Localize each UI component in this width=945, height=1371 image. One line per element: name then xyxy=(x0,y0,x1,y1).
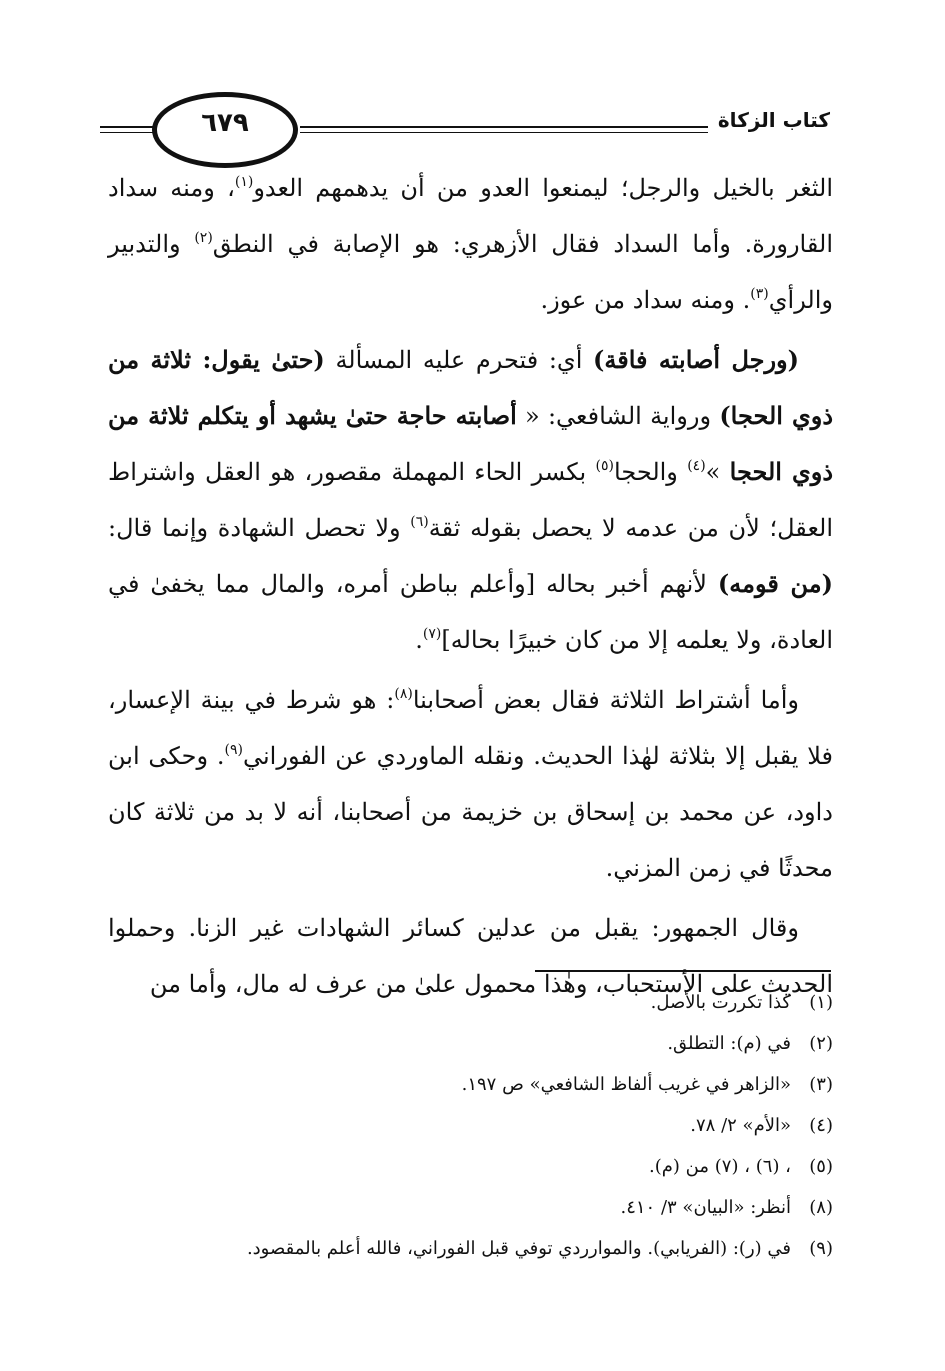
text-run: ، ومنه سداد القارورة. وأما السداد فقال الأزهري: هو الإصابة في النطق xyxy=(108,174,833,258)
text-run: . وحكى ابن داود، عن محمد بن إسحاق بن خزيمة من أصحابنا، أنه لا بد من ثلاثة كان محدثًا في زمن المزني. xyxy=(108,742,833,882)
footnote-ref-5: (٥) xyxy=(595,458,615,474)
footnote-text: في (ر): (الفريابي). والموارردي توفي قبل الفوراني، فالله أعلم بالمقصود. xyxy=(246,1238,791,1259)
footnote-number: (٢) xyxy=(809,1033,833,1054)
footnote-ref-6: (٦) xyxy=(410,514,429,530)
footnote-ref-8: (٨) xyxy=(394,686,413,702)
paragraph-3 xyxy=(108,672,833,896)
text-run: بكسر الحاء المهملة مقصور، هو العقل واشتراط العقل؛ لأن من عدمه لا يحصل بقوله ثقة xyxy=(108,458,833,542)
footnote-item xyxy=(108,982,833,1023)
footnote-text: في (م): التطلق. xyxy=(667,1033,791,1054)
paragraph-1 xyxy=(108,160,833,328)
text-run: : هو شرط في بينة الإعسار، فلا يقبل إلا بثلاثة لهٰذا الحديث. ونقله الماوردي عن الفوراني xyxy=(108,686,834,770)
text-run: . ومنه سداد من عوز. xyxy=(540,286,751,314)
footnote-item xyxy=(108,1023,833,1064)
footnote-number: (٤) xyxy=(809,1115,833,1136)
text-run: الثغر بالخيل والرجل؛ ليمنعوا العدو من أن يدهمهم العدو xyxy=(253,174,833,202)
text-run: والتدبير والرأي xyxy=(108,230,833,314)
footnote-text: «الزاهر في غريب ألفاظ الشافعي» ص ١٩٧. xyxy=(461,1074,791,1095)
footnote-ref-7: (٧) xyxy=(422,626,442,642)
footnote-item xyxy=(108,1187,833,1228)
header-rule-right xyxy=(300,126,708,133)
footnote-text: كذا تكررت بالأصل. xyxy=(650,992,791,1013)
quoted-hadith-phrase: (ورجل أصابته فاقة) xyxy=(593,345,799,374)
footnote-number: (٩) xyxy=(809,1238,833,1259)
quoted-hadith-phrase: (من قومه) xyxy=(717,569,833,598)
quoted-hadith-phrase: أصابته حاجة حتىٰ يشهد أو يتكلم ثلاثة من ذوي الحجا xyxy=(108,401,834,486)
footnotes-list xyxy=(108,982,833,1269)
page-number: ٦٧٩ xyxy=(201,108,249,138)
text-run: ولا تحصل الشهادة وإنما قال: xyxy=(108,514,411,542)
footnote-item xyxy=(108,1105,833,1146)
footnote-ref-3: (٣) xyxy=(750,286,769,302)
footnote-number: (٨) xyxy=(809,1197,833,1218)
text-run: وقال الجمهور: يقبل من عدلين كسائر الشهادات غير الزنا. وحملوا الحديث على الأستحباب، وهٰذا محمول علىٰ من عرف له مال، وأما من xyxy=(108,914,833,998)
footnote-text: أنظر: «البيان» ٣/ ٤١٠. xyxy=(620,1197,791,1218)
main-text xyxy=(108,160,833,1016)
text-run: » xyxy=(705,458,730,486)
footnote-ref-1: (١) xyxy=(234,174,254,190)
paragraph-2 xyxy=(108,332,833,668)
text-run: . xyxy=(415,626,423,654)
footnote-ref-9: (٩) xyxy=(224,742,243,758)
footnote-number: (١) xyxy=(809,992,833,1013)
text-run: لأنهم أخبر بحاله [وأعلم بباطن أمره، والمال مما يخفىٰ في العادة، ولا يعلمه إلا من كان خبيرًا بحاله] xyxy=(108,570,833,654)
text-run: ورواية الشافعي: « xyxy=(516,402,720,430)
header-rule-left xyxy=(100,126,158,133)
quoted-hadith-phrase: (حتىٰ يقول: ثلاثة من ذوي الحجا) xyxy=(108,345,834,430)
footnote-item xyxy=(108,1146,833,1187)
chapter-title: كتاب الزكاة xyxy=(717,108,830,132)
footnote-number: (٥) xyxy=(809,1156,833,1177)
text-run: والحجا xyxy=(614,458,688,486)
footnote-ref-2: (٢) xyxy=(194,230,213,246)
text-run: أي: فتحرم عليه المسألة xyxy=(324,346,594,374)
footnote-separator xyxy=(535,970,831,972)
text-run: وأما أشتراط الثلاثة فقال بعض أصحابنا xyxy=(412,686,799,714)
footnote-text: «الأم» ٢/ ٧٨. xyxy=(690,1115,791,1136)
footnote-item xyxy=(108,1064,833,1105)
footnote-text: ، (٦) ، (٧) من (م). xyxy=(649,1156,791,1177)
footnote-ref-4: (٤) xyxy=(687,458,706,474)
footnote-number: (٣) xyxy=(809,1074,833,1095)
footnote-item xyxy=(108,1228,833,1269)
